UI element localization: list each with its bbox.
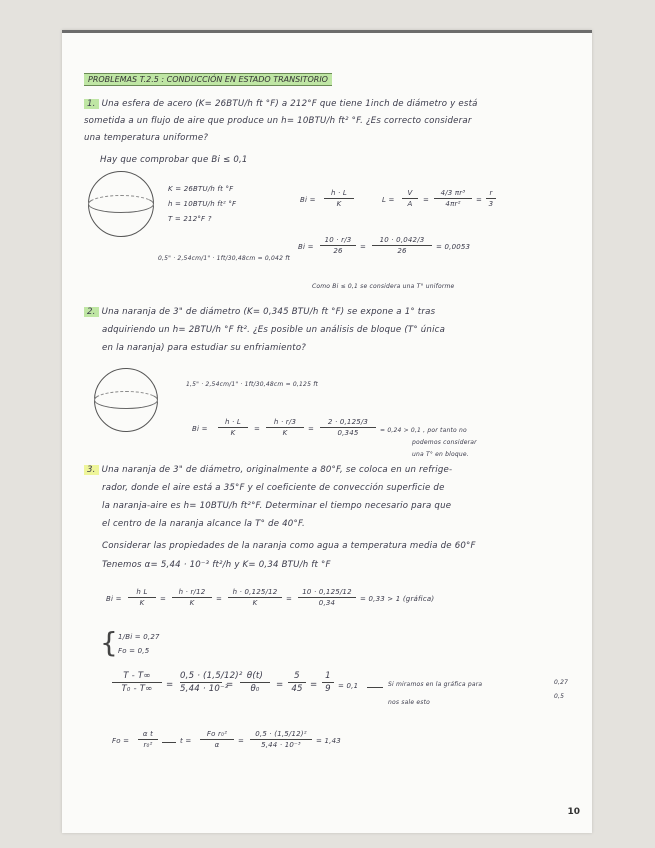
bi2-result: = 0,0053 bbox=[436, 243, 471, 251]
l-fraction-3 bbox=[486, 189, 496, 208]
problem-3-line-1 bbox=[84, 465, 452, 475]
theta-den-5: 9 bbox=[325, 684, 331, 694]
bi-den-1: K bbox=[336, 200, 342, 208]
theta-fraction-1 bbox=[112, 671, 162, 694]
fo-fraction bbox=[138, 730, 158, 749]
problem-2-line-3: en la naranja) para estudiar su enfriamiento? bbox=[102, 343, 307, 353]
p2-bi-den-2: K bbox=[282, 429, 288, 437]
theta-den-4: 45 bbox=[291, 684, 303, 694]
p3-bi-fraction-4 bbox=[298, 588, 356, 607]
l-num-2: 4/3 πr³ bbox=[440, 189, 466, 197]
problem-1-text-1: Una esfera de acero (K= 26BTU/h ft °F) a 212°F que tiene 1inch de diámetro y está bbox=[101, 99, 478, 109]
l-num-1: V bbox=[407, 189, 413, 197]
theta-eq-2: = bbox=[226, 680, 234, 690]
graph-note-2: nos sale esto bbox=[388, 699, 431, 706]
theta-fraction-4 bbox=[288, 671, 306, 694]
p2-bi-den-3: 0,345 bbox=[337, 429, 359, 437]
problem-1-line-2: sometida a un flujo de aire que produce un h= 10BTU/h ft² °F. ¿Es correcto considerar bbox=[84, 116, 472, 126]
t-label: t = bbox=[180, 737, 192, 745]
problem-3-number: 3. bbox=[84, 465, 99, 475]
radius-conversion-2: 1,5" · 2,54cm/1" · 1ft/30,48cm = 0,125 ft bbox=[186, 381, 319, 388]
p3-eq-2: = bbox=[216, 595, 223, 603]
problem-3-line-6: Tenemos α= 5,44 · 10⁻³ ft²/h y K= 0,34 BTU/h ft °F bbox=[102, 560, 331, 570]
problem-3-line-3: la naranja-aire es h= 10BTU/h ft²°F. Determinar el tiempo necesario para que bbox=[102, 501, 452, 511]
p3-bi-num-2: h · r/12 bbox=[178, 588, 206, 596]
t-eq: = bbox=[238, 737, 245, 745]
bi2-num-1: 10 · r/3 bbox=[324, 236, 352, 244]
bi-num-1: h · L bbox=[330, 189, 347, 197]
theta-den-2: 5,44 · 10⁻³ bbox=[180, 684, 229, 694]
t-den-1: α bbox=[214, 741, 220, 749]
theta-num-4: 5 bbox=[294, 671, 300, 681]
radius-conversion-1: 0,5" · 2,54cm/1" · 1ft/30,48cm = 0,042 ft bbox=[158, 255, 291, 262]
p2-bi-num-2: h · r/3 bbox=[273, 418, 297, 426]
graph-note-1: Si miramos en la gráfica para bbox=[388, 681, 483, 688]
p2-bi-num-3: 2 · 0,125/3 bbox=[327, 418, 369, 426]
bi2-label: Bi = bbox=[298, 243, 314, 251]
bi-label-1: Bi = bbox=[300, 196, 316, 204]
p3-bi-result: = 0,33 > 1 (gráfica) bbox=[360, 595, 435, 603]
p2-bi-result: = 0,24 > 0,1 , por tanto no bbox=[380, 427, 467, 434]
given-h: h = 10BTU/h ft² °F bbox=[168, 200, 237, 208]
inverse-bi: 1/Bi = 0,27 bbox=[118, 633, 160, 641]
page-title: PROBLEMAS T.2.5 : CONDUCCIÓN EN ESTADO TRANSITORIO bbox=[84, 73, 332, 86]
arrow-to-t bbox=[162, 742, 176, 743]
l-den-1: A bbox=[407, 200, 413, 208]
p2-bi-num-1: h · L bbox=[224, 418, 241, 426]
brace: { bbox=[100, 626, 118, 659]
p3-bi-num-1: h L bbox=[136, 588, 148, 596]
p2-eq-1: = bbox=[254, 425, 261, 433]
fo-num: α t bbox=[142, 730, 154, 738]
l-fraction-2 bbox=[434, 189, 472, 208]
problem-1-line-3: una temperatura uniforme? bbox=[84, 133, 209, 143]
given-k: K = 26BTU/h ft °F bbox=[168, 185, 234, 193]
fo-label: Fo = bbox=[112, 737, 130, 745]
p3-bi-fraction-3 bbox=[228, 588, 282, 607]
l-eq-2: = bbox=[476, 196, 483, 204]
page-number: 10 bbox=[567, 807, 580, 817]
problem-3-line-4: el centro de la naranja alcance la T° de 40°F. bbox=[102, 519, 305, 529]
theta-eq-3: = bbox=[276, 680, 284, 690]
bi2-fraction-1 bbox=[320, 236, 356, 255]
l-den-2: 4πr² bbox=[445, 200, 461, 208]
problem-3-line-2: rador, donde el aire está a 35°F y el coeficiente de convección superficie de bbox=[102, 483, 445, 493]
theta-num-3: θ(t) bbox=[246, 671, 264, 681]
p3-bi-den-4: 0,34 bbox=[318, 599, 336, 607]
t-result: = 1,43 bbox=[316, 737, 341, 745]
p2-bi-fraction-1 bbox=[218, 418, 248, 437]
bi-fraction-1 bbox=[324, 189, 354, 208]
p3-bi-den-2: K bbox=[189, 599, 195, 607]
theta-num-5: 1 bbox=[325, 671, 331, 681]
fo-den: r₀² bbox=[143, 741, 153, 749]
sphere-equator-back-2 bbox=[94, 391, 158, 409]
p3-bi-num-3: h · 0,125/12 bbox=[232, 588, 278, 596]
problem-2-line-2: adquiriendo un h= 2BTU/h °F ft². ¿Es posible un análisis de bloque (T° única bbox=[102, 325, 446, 335]
t-num-2: 0,5 · (1,5/12)² bbox=[255, 730, 307, 738]
problem-1-line-1 bbox=[84, 99, 478, 109]
p2-bi-fraction-2 bbox=[266, 418, 304, 437]
l-eq: = bbox=[423, 196, 430, 204]
problem-1-conclusion: Como Bi ≤ 0,1 se considera una T° uniforme bbox=[312, 283, 455, 290]
theta-eq-4: = bbox=[310, 680, 318, 690]
theta-result: = 0,1 bbox=[338, 682, 359, 690]
bi2-eq: = bbox=[360, 243, 367, 251]
problem-1-number: 1. bbox=[84, 99, 99, 109]
theta-eq-1: = bbox=[166, 680, 174, 690]
p3-eq-3: = bbox=[286, 595, 293, 603]
p3-bi-fraction-1 bbox=[128, 588, 156, 607]
problem-2-text-1: Una naranja de 3" de diámetro (K= 0,345 BTU/h ft °F) se expone a 1° tras bbox=[101, 307, 436, 317]
p3-bi-den-3: K bbox=[252, 599, 258, 607]
bi2-num-2: 10 · 0,042/3 bbox=[379, 236, 425, 244]
p2-result-2: podemos considerar bbox=[412, 439, 477, 446]
graph-value-1: 0,27 bbox=[554, 679, 569, 686]
notebook-page bbox=[62, 30, 592, 833]
graph-value-2: 0,5 bbox=[554, 693, 565, 700]
t-fraction-1 bbox=[200, 730, 234, 749]
problem-3-text-1: Una naranja de 3" de diámetro, originalmente a 80°F, se coloca en un refrige- bbox=[101, 465, 453, 475]
p2-bi-den-1: K bbox=[230, 429, 236, 437]
theta-num-2: 0,5 · (1,5/12)² bbox=[180, 671, 243, 681]
bi2-den-2: 26 bbox=[397, 247, 407, 255]
problem-2-line-1 bbox=[84, 307, 435, 317]
p3-eq-1: = bbox=[160, 595, 167, 603]
given-t: T = 212°F ? bbox=[168, 215, 212, 223]
sphere-equator-back-1 bbox=[88, 195, 154, 213]
l-label: L = bbox=[382, 196, 395, 204]
t-fraction-2 bbox=[250, 730, 312, 749]
theta-fraction-2 bbox=[180, 671, 243, 694]
problem-1-check: Hay que comprobar que Bi ≤ 0,1 bbox=[100, 155, 248, 165]
theta-num-1: T - T∞ bbox=[123, 671, 151, 681]
p3-bi-label: Bi = bbox=[106, 595, 122, 603]
p2-bi-fraction-3 bbox=[320, 418, 376, 437]
p3-bi-num-4: 10 · 0,125/12 bbox=[302, 588, 352, 596]
p2-bi-label: Bi = bbox=[192, 425, 208, 433]
problem-2-number: 2. bbox=[84, 307, 99, 317]
fourier-number: Fo = 0,5 bbox=[118, 647, 150, 655]
bi2-fraction-2 bbox=[372, 236, 432, 255]
p2-result-3: una T° en bloque. bbox=[412, 451, 469, 458]
theta-fraction-3 bbox=[240, 671, 270, 694]
t-num-1: Fo r₀² bbox=[206, 730, 228, 738]
theta-den-3: θ₀ bbox=[250, 684, 260, 694]
bi2-den-1: 26 bbox=[333, 247, 343, 255]
problem-3-line-5: Considerar las propiedades de la naranja como agua a temperatura media de 60°F bbox=[102, 541, 476, 551]
l-res-num: r bbox=[489, 189, 493, 197]
p3-bi-den-1: K bbox=[139, 599, 145, 607]
p2-eq-2: = bbox=[308, 425, 315, 433]
arrow-right bbox=[367, 687, 383, 688]
theta-fraction-5 bbox=[322, 671, 334, 694]
theta-den-1: T₀ - T∞ bbox=[121, 684, 153, 694]
l-fraction-1 bbox=[402, 189, 418, 208]
t-den-2: 5,44 · 10⁻³ bbox=[261, 741, 301, 749]
l-res-den: 3 bbox=[488, 200, 494, 208]
p3-bi-fraction-2 bbox=[172, 588, 212, 607]
